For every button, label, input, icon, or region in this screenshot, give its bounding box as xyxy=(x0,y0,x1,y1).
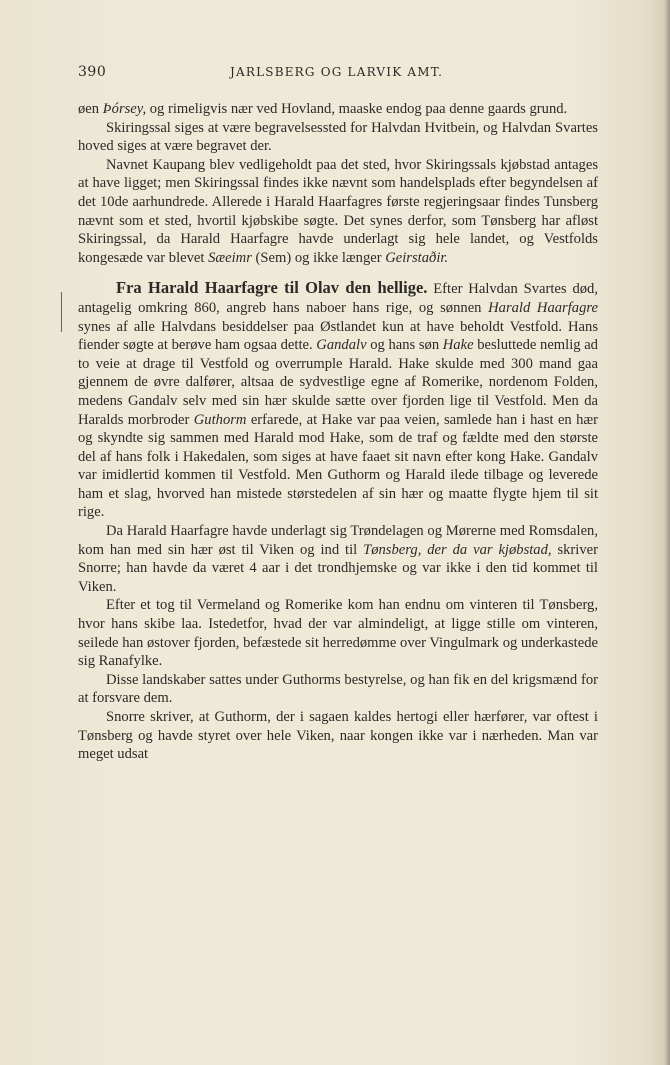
text-run: synes af alle Halvdans besiddelser paa Østlandet kun at have beholdt Vestfold. Hans fiender søgte at berøve ham ogsaa dette. xyxy=(78,318,598,354)
page-header xyxy=(78,64,598,86)
text-run: Da Harald Haarfagre havde underlagt sig Trøndelagen og Mørerne med Romsdalen, kom han med sin hær øst til Viken og ind til xyxy=(78,523,598,558)
text-run: Skiringssal siges at være begravelsessted for Halvdan Hvitbein, og Halvdan Svartes hoved siges at være begravet der. xyxy=(78,119,598,155)
italic-text: Guthorm xyxy=(193,411,247,428)
margin-pencil-mark xyxy=(61,292,68,332)
text-run: erfarede, at Hake var paa veien, samlede han i hast en hær og skyndte sig sammen med Harald mod Hake, som de traf og fældte med den største del af hans folk i Hakedalen, som siges at have faaet sit navn efter kong Hake. Gandalv var imidlertid kommen til Vestfold. Men Guthorm og Harald ilede tilbage og leverede ham et slag, hvorved han mistede størstedelen af sin hær og maatte flygte hjem til sit rige. xyxy=(78,411,599,521)
text-run: Disse landskaber sattes under Guthorms bestyrelse, og han fik en del krigsmænd for at forsvare dem. xyxy=(78,671,598,707)
text-run: Snorre skriver, at Guthorm, der i sagaen kaldes hertogi eller hærfører, var oftest i Tønsberg og havde styret over hele Viken, naar kongen ikke var i nærheden. Man var meget udsat xyxy=(78,709,598,763)
paragraph xyxy=(78,100,598,119)
text-run: skriver Snorre; han havde da været 4 aar i det trondhjemske og var ikke i den tid kommet til Viken. xyxy=(78,541,598,595)
section-heading: Fra Harald Haarfagre til Olav den hellige. xyxy=(116,278,428,298)
running-title: JARLSBERG OG LARVIK AMT. xyxy=(230,65,444,79)
paragraph xyxy=(78,708,598,764)
italic-text: Geirstaðir. xyxy=(385,249,449,266)
page-number: 390 xyxy=(78,64,107,80)
paragraph xyxy=(78,156,598,268)
section-paragraph xyxy=(78,279,598,522)
paragraph xyxy=(78,119,598,156)
paragraph xyxy=(78,522,598,596)
text-run: Efter et tog til Vermeland og Romerike kom han endnu om vinteren til Tønsberg, hvor hans skibe laa. Istedetfor, hvad der var almindeligt, at ligge stille om vinteren, seilede han østover fjorden, befæstede sit herredømme over Vingulmark og underkastede sig Ranafylke. xyxy=(78,597,598,670)
paragraph xyxy=(78,671,598,708)
text-run: Navnet Kaupang blev vedligeholdt paa det sted, hvor Skiringssals kjøbstad antages at have ligget; men Skiringssal findes ikke nævnt som handelsplads efter begyndelsen af det 10de aarhundrede. Allerede i Harald Haarfagres første regjeringsaar findes Tunsberg nævnt som et sted, hvortil kjøbskibe søgte. Det synes derfor, som Tønsberg har afløst Skiringssal, da Harald Haarfagre havde underlagt sig hele landet, og Vestfolds kongesæde var blevet xyxy=(78,156,598,266)
paragraph xyxy=(78,596,598,670)
text-run: (Sem) og ikke længer xyxy=(251,249,386,266)
italic-text: Tønsberg, der da var kjøbstad, xyxy=(363,541,552,558)
text-run: og rimeligvis nær ved Hovland, maaske endog paa denne gaards grund. xyxy=(146,101,568,117)
italic-text: Sæeimr xyxy=(208,249,252,266)
italic-text: Harald Haarfagre xyxy=(488,299,598,316)
text-run: øen xyxy=(78,101,103,117)
italic-text: Hake xyxy=(442,337,474,354)
text-run: og hans søn xyxy=(366,337,443,354)
body-text xyxy=(78,100,598,764)
italic-text: Þórsey, xyxy=(102,101,147,117)
text-run: besluttede nemlig ad to veie at drage til Vestfold og overrumple Harald. Hake skulde med 300 mand gaa gjennem de øvre dalfører, altsaa de sydvestlige egne af Romerike, nordenom Folden, medens Gandalv selv med sin hær skulde sætte over fjorden lige til Vestfold. Men da Haralds morbroder xyxy=(78,337,598,428)
text-run: Efter Halvdan Svartes død, antagelig omkring 860, angreb hans naboer hans rige, og sønnen xyxy=(78,281,598,316)
page-edge-shadow xyxy=(664,0,670,1065)
italic-text: Gandalv xyxy=(316,337,367,354)
